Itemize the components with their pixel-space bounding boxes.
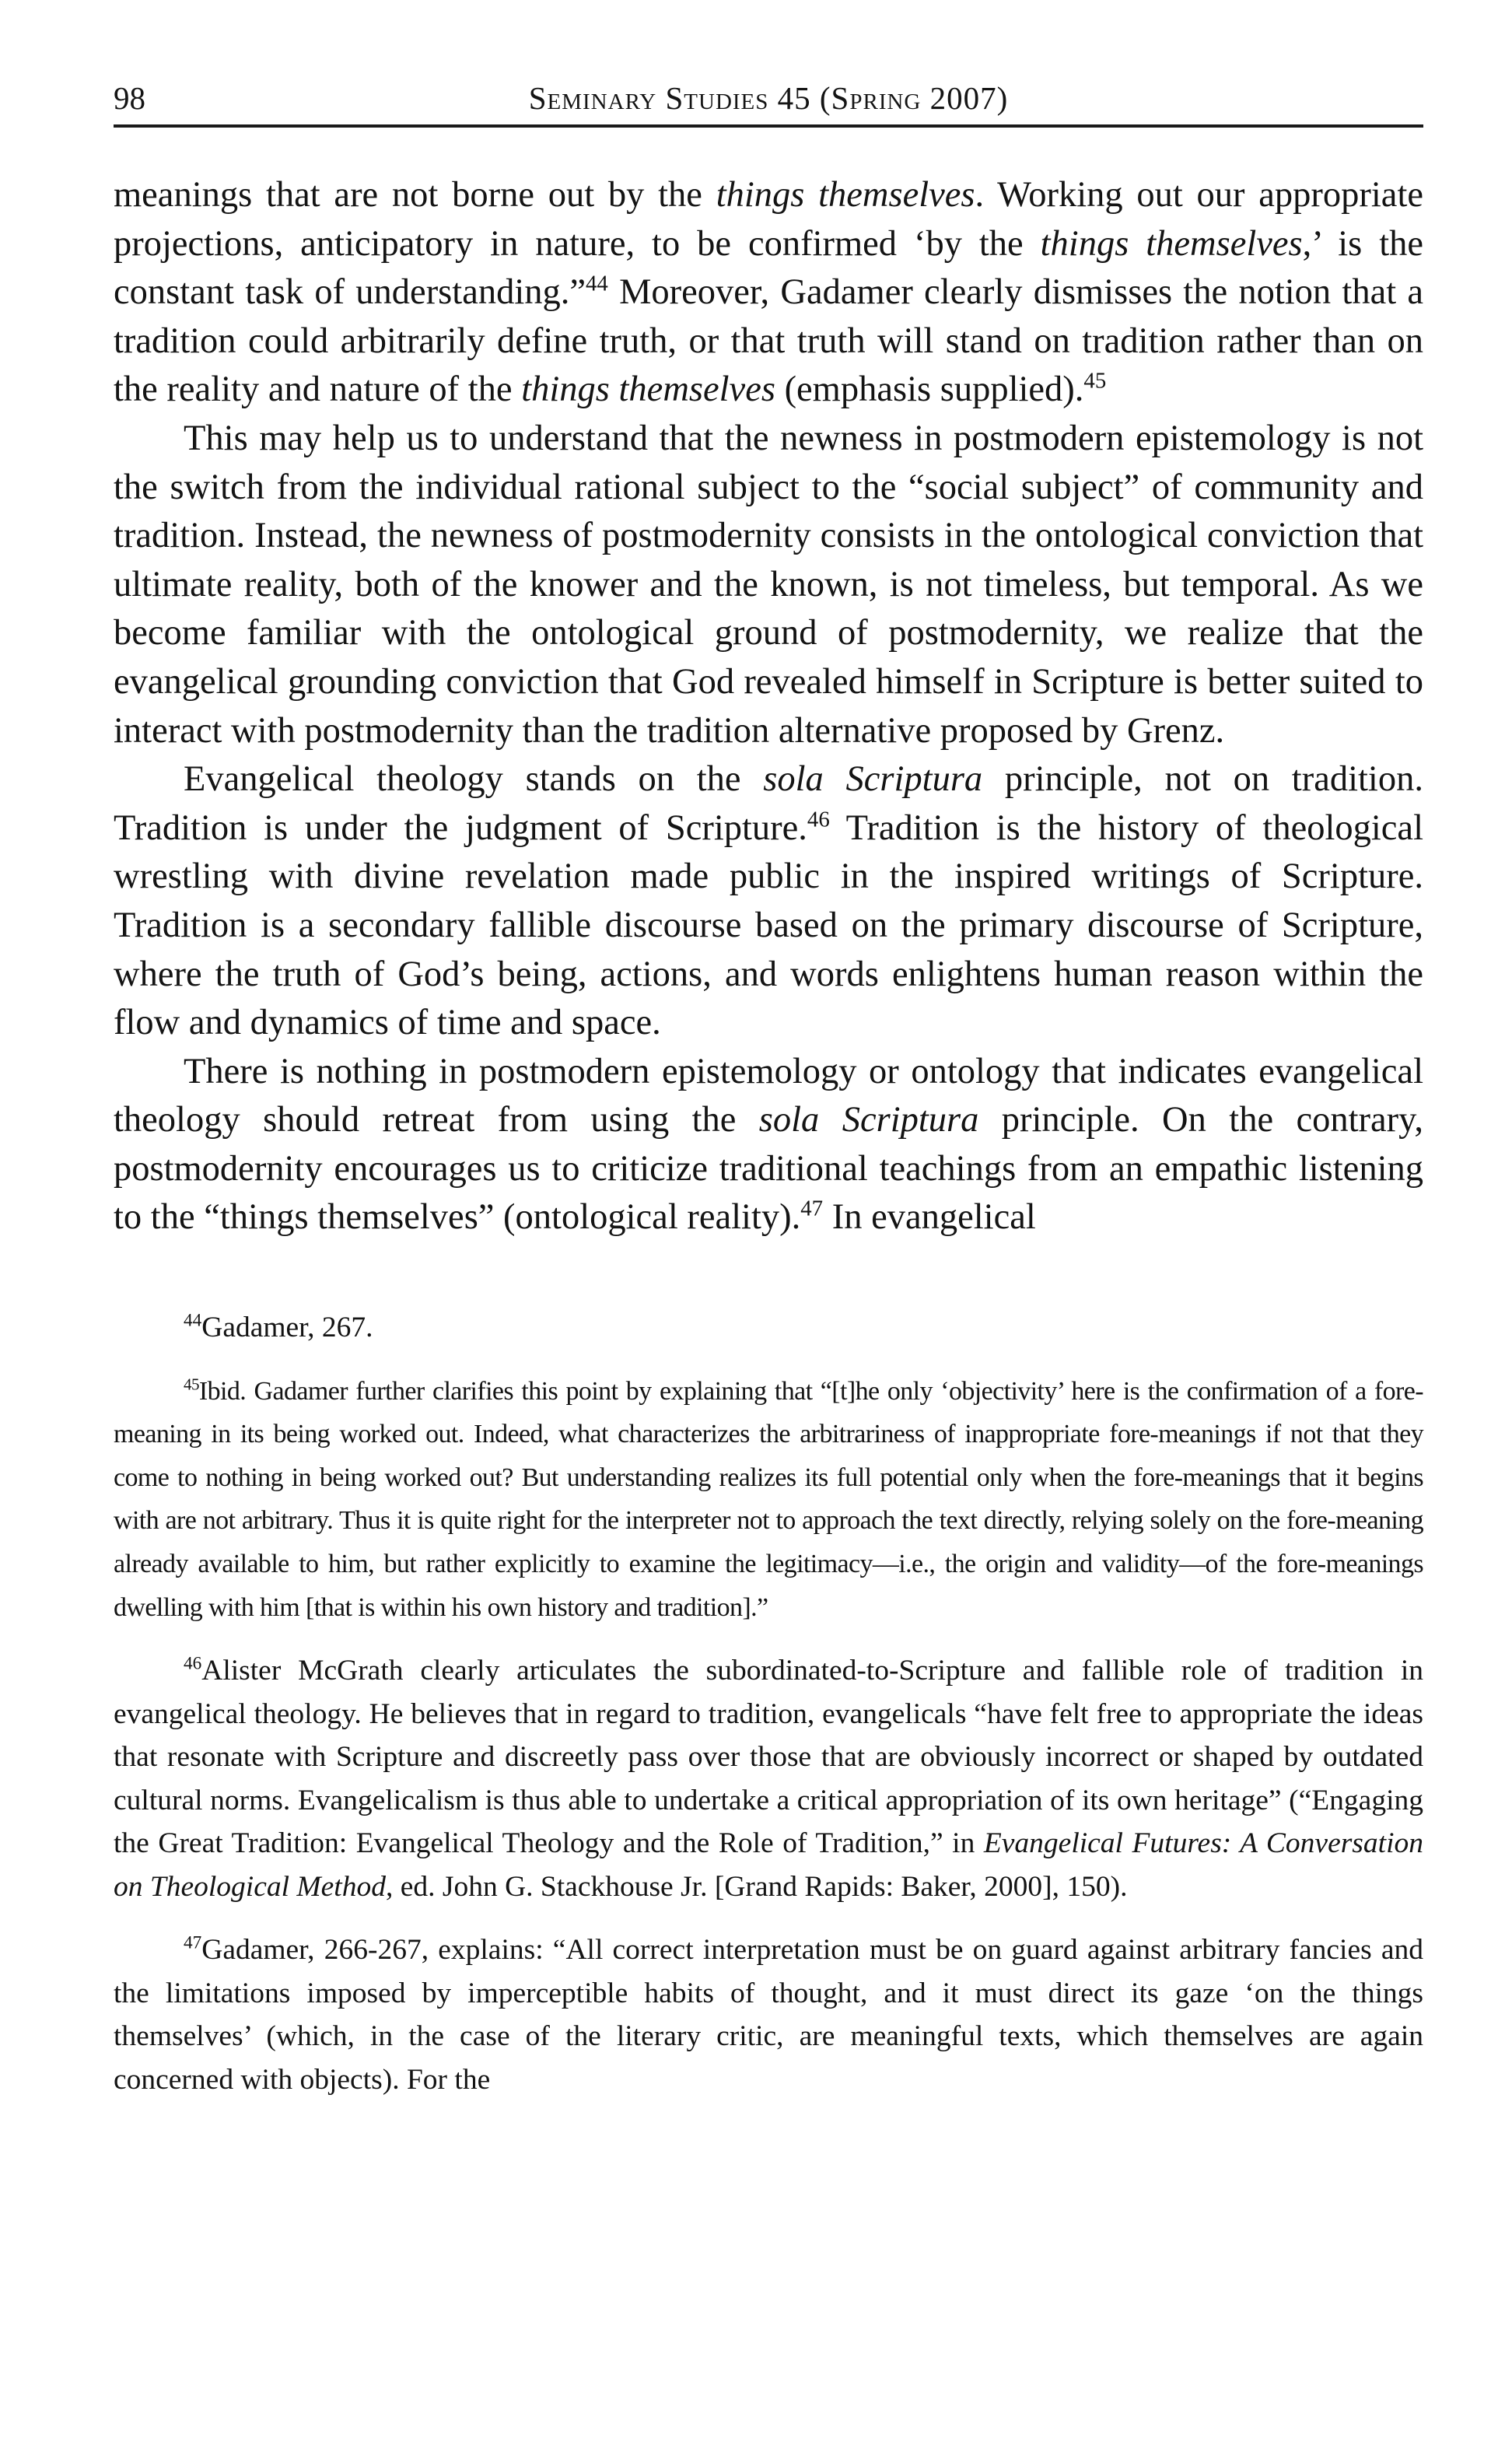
footnotes [114,1306,1423,2101]
text-run: meanings that are not borne out by the [114,175,716,215]
paragraph-1 [114,171,1423,415]
footnote-ref-47: 47 [800,1196,824,1221]
footnote-text: Alister McGrath clearly articulates the subordinated-to-Scripture and fallible role of tradition in evangelical theology. He believes that in regard to tradition, evangelicals “have felt free to appropriate the ideas that resonate with Scripture and discreetly pass over those that are obviously incorrect or shaped by outdated cultural norms. Evangelicalism is thus able to undertake a critical appropriation of its own heritage” (“Engaging the Great Tradition: Evangelical Theology and the Role of Tradition,” in [114,1655,1423,1860]
paragraph-2: This may help us to understand that the newness in postmodern epistemology is not the switch from the individual rational subject to the “social subject” of community and tradition. Instead, the newness of postmodernity consists in the ontological conviction that ultimate reality, both of the knower and the known, is not timeless, but temporal. As we become familiar with the ontological ground of postmodernity, we realize that the evangelical grounding conviction that God revealed himself in Scripture is better suited to interact with postmodernity than the tradition alternative proposed by Grenz. [114,418,1423,751]
body-text [114,171,1423,1242]
text-run: (emphasis supplied). [775,370,1084,410]
italic-phrase: sola Scriptura [763,759,983,800]
italic-phrase: things themselves [716,175,975,215]
page-number: 98 [114,80,145,116]
text-run: . Working out our appropriate projections, anticipatory in nature, to be confirmed ‘by the [114,175,1424,264]
page-header [114,75,1423,128]
footnote-45 [114,1370,1423,1630]
paragraph-4 [114,1048,1423,1242]
text-run: Evangelical theology stands on the [184,759,764,800]
journal-page [114,75,1423,2401]
footnote-44 [114,1306,1423,1350]
footnote-ref-46: 46 [807,807,830,832]
text-run: Tradition is the history of theological wrestling with divine revelation made public in the inspired writings of Scripture. Tradition is a secondary fallible discourse based on the primary discourse of Scripture, where the truth of God’s being, actions, and words enlightens human reason within the flow and dynamics of time and space. [114,807,1423,1043]
footnote-ref-44: 44 [586,271,608,296]
footnote-number: 44 [184,1310,202,1331]
footnote-number: 47 [184,1932,202,1953]
footnote-text: Ibid. Gadamer further clarifies this point by explaining that “[t]he only ‘objectivity’ here is the confirmation of a fore-meaning in its being worked out. Indeed, what characterizes the arbitrariness of inappropriate fore-meanings if not that they come to nothing in being worked out? But understanding realizes its full potential only when the fore-meanings that it begins with are not arbitrary. Thus it is quite right for the interpreter not to approach the text directly, relying solely on the fore-meaning already available to him, but rather explicitly to examine the legitimacy—i.e., the origin and validity—of the fore-meanings dwelling with him [that is within his own history and tradition].” [114,1376,1423,1622]
footnote-number: 46 [184,1653,202,1674]
text-run: principle. On the contrary, postmodernity encourages us to criticize traditional teachings from an empathic listening to the “things themselves” (ontological reality). [114,1100,1423,1238]
footnote-text: , ed. John G. Stackhouse Jr. [Grand Rapids: Baker, 2000], 150). [385,1870,1128,1903]
book-title: Evangelical Futures: A Conversation on Theological Method [114,1827,1423,1903]
text-run: There is nothing in postmodern epistemology or ontology that indicates evangelical theology should retreat from using the [114,1051,1423,1140]
text-run: Moreover, Gadamer clearly dismisses the notion that a tradition could arbitrarily define truth, or that truth will stand on tradition rather than on the reality and nature of the [114,272,1423,410]
text-run: principle, not on tradition. Tradition is under the judgment of Scripture. [114,759,1423,848]
footnote-text: Gadamer, 267. [201,1312,373,1344]
paragraph-3 [114,755,1423,1048]
footnote-46 [114,1649,1423,1908]
text-run: In evangelical [823,1197,1036,1238]
text-run: ,’ is the constant task of understanding.” [114,223,1424,313]
footnote-number: 45 [184,1375,199,1394]
italic-phrase: things themselves [521,370,775,410]
italic-phrase: things themselves [1040,223,1303,264]
footnote-ref-45: 45 [1083,368,1107,394]
footnote-text: Gadamer, 266-267, explains: “All correct interpretation must be on guard against arbitrary fancies and the limitations imposed by imperceptible habits of thought, and it must direct its gaze ‘on the things themselves’ (which, in the case of the literary critic, are meaningful texts, which themselves are again concerned with objects). For the [114,1934,1423,2096]
running-head: Seminary Studies 45 (Spring 2007) [528,80,1009,116]
italic-phrase: sola Scriptura [758,1100,979,1140]
footnote-47 [114,1928,1423,2101]
